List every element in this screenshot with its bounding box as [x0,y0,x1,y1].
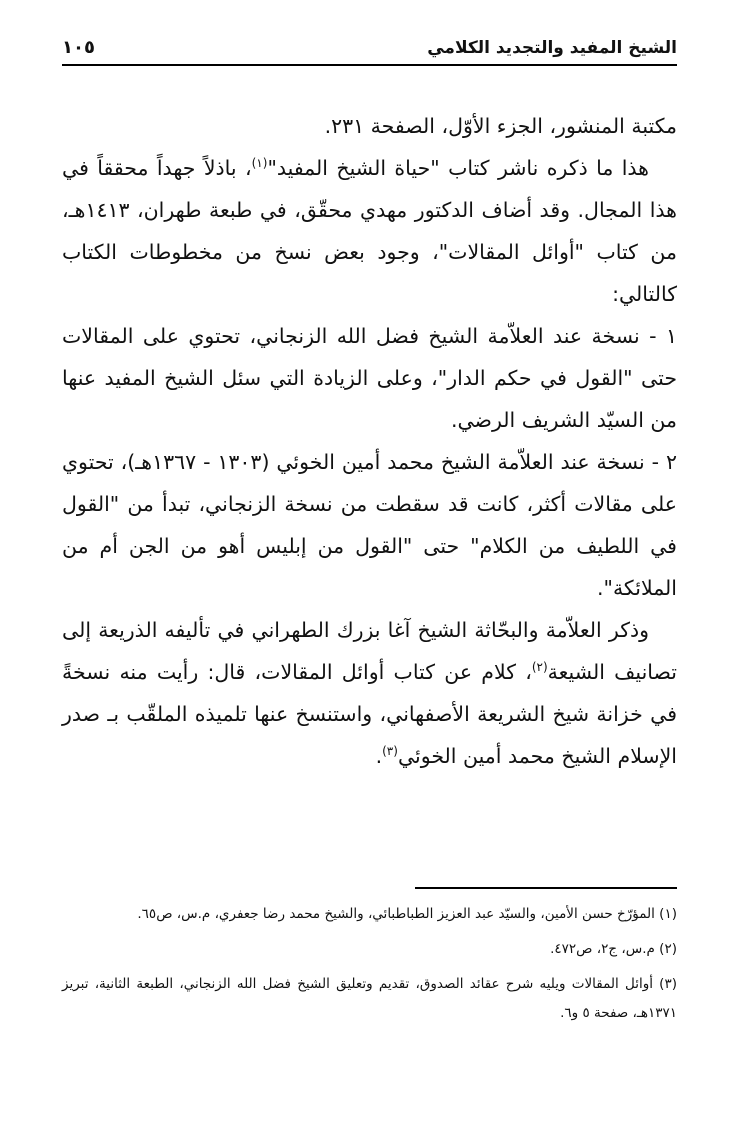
footnote-3: (٣) أوائل المقالات ويليه شرح عقائد الصدوق، تقديم وتعليق الشيخ فضل الله الزنجاني، الطبعة الثانية، تبريز ١٣٧١هـ، صفحة ٥ و٦. [62,976,677,1021]
footnote-ref-2[interactable]: (٢) [531,660,548,675]
footnote-ref-1[interactable]: (١) [251,156,268,171]
paragraph-tehrani [62,609,677,777]
paragraph-text: . [375,744,383,768]
paragraph-text: ، باذلاً جهداً محققاً في هذا المجال. وقد أضاف الدكتور مهدي محقّق، في طبعة طهران، ١٤١٣هـ، من كتاب "أوائل المقالات"، وجود بعض نسخ من مخطوطات الكتاب كالتالي: [62,156,677,306]
page-number: ١٠٥ [62,37,95,58]
paragraph-publisher-note [62,147,677,315]
page-header [62,30,677,66]
list-item-manuscript-2: ٢ - نسخة عند العلاّمة الشيخ محمد أمين الخوئي (١٣٠٣ - ١٣٦٧هـ)، تحتوي على مقالات أكثر، كانت قد سقطت من نسخة الزنجاني، تبدأ من "القول في اللطيف من الكلام" حتى "القول من إبليس أهو من الجن أم من الملائكة". [62,450,677,600]
running-title: الشيخ المفيد والتجديد الكلامي [427,38,677,58]
paragraph-text: وذكر العلاّمة والبحّاثة الشيخ آغا بزرك الطهراني في تأليفه الذريعة إلى تصانيف الشيعة [62,618,677,684]
main-text [62,105,677,777]
list-item-manuscript-1: ١ - نسخة عند العلاّمة الشيخ فضل الله الزنجاني، تحتوي على المقالات حتى "القول في حكم الدار"، وعلى الزيادة التي سئل الشيخ المفيد عنها من السيّد الشريف الرضي. [62,324,677,432]
paragraph-continuation: مكتبة المنشور، الجزء الأوّل، الصفحة ٢٣١. [324,114,677,138]
footnote-ref-3[interactable]: (٣) [382,744,398,759]
footnotes [62,900,677,1034]
paragraph-text: ، كلام عن كتاب أوائل المقالات، قال: رأيت منه نسخةً في خزانة شيخ الشريعة الأصفهاني، واستنسخ عنها تلميذه الملقّب بـ صدر الإسلام الشيخ محمد أمين الخوئي [62,660,677,768]
footnote-2: (٢) م.س، ج٢، ص٤٧٢. [550,941,677,957]
paragraph-text: هذا ما ذكره ناشر كتاب "حياة الشيخ المفيد" [267,156,649,180]
footnote-divider [415,887,677,889]
footnote-1: (١) المؤرّخ حسن الأمين، والسيّد عبد العزيز الطباطبائي، والشيخ محمد رضا جعفري، م.س، ص٦٥. [137,906,677,922]
